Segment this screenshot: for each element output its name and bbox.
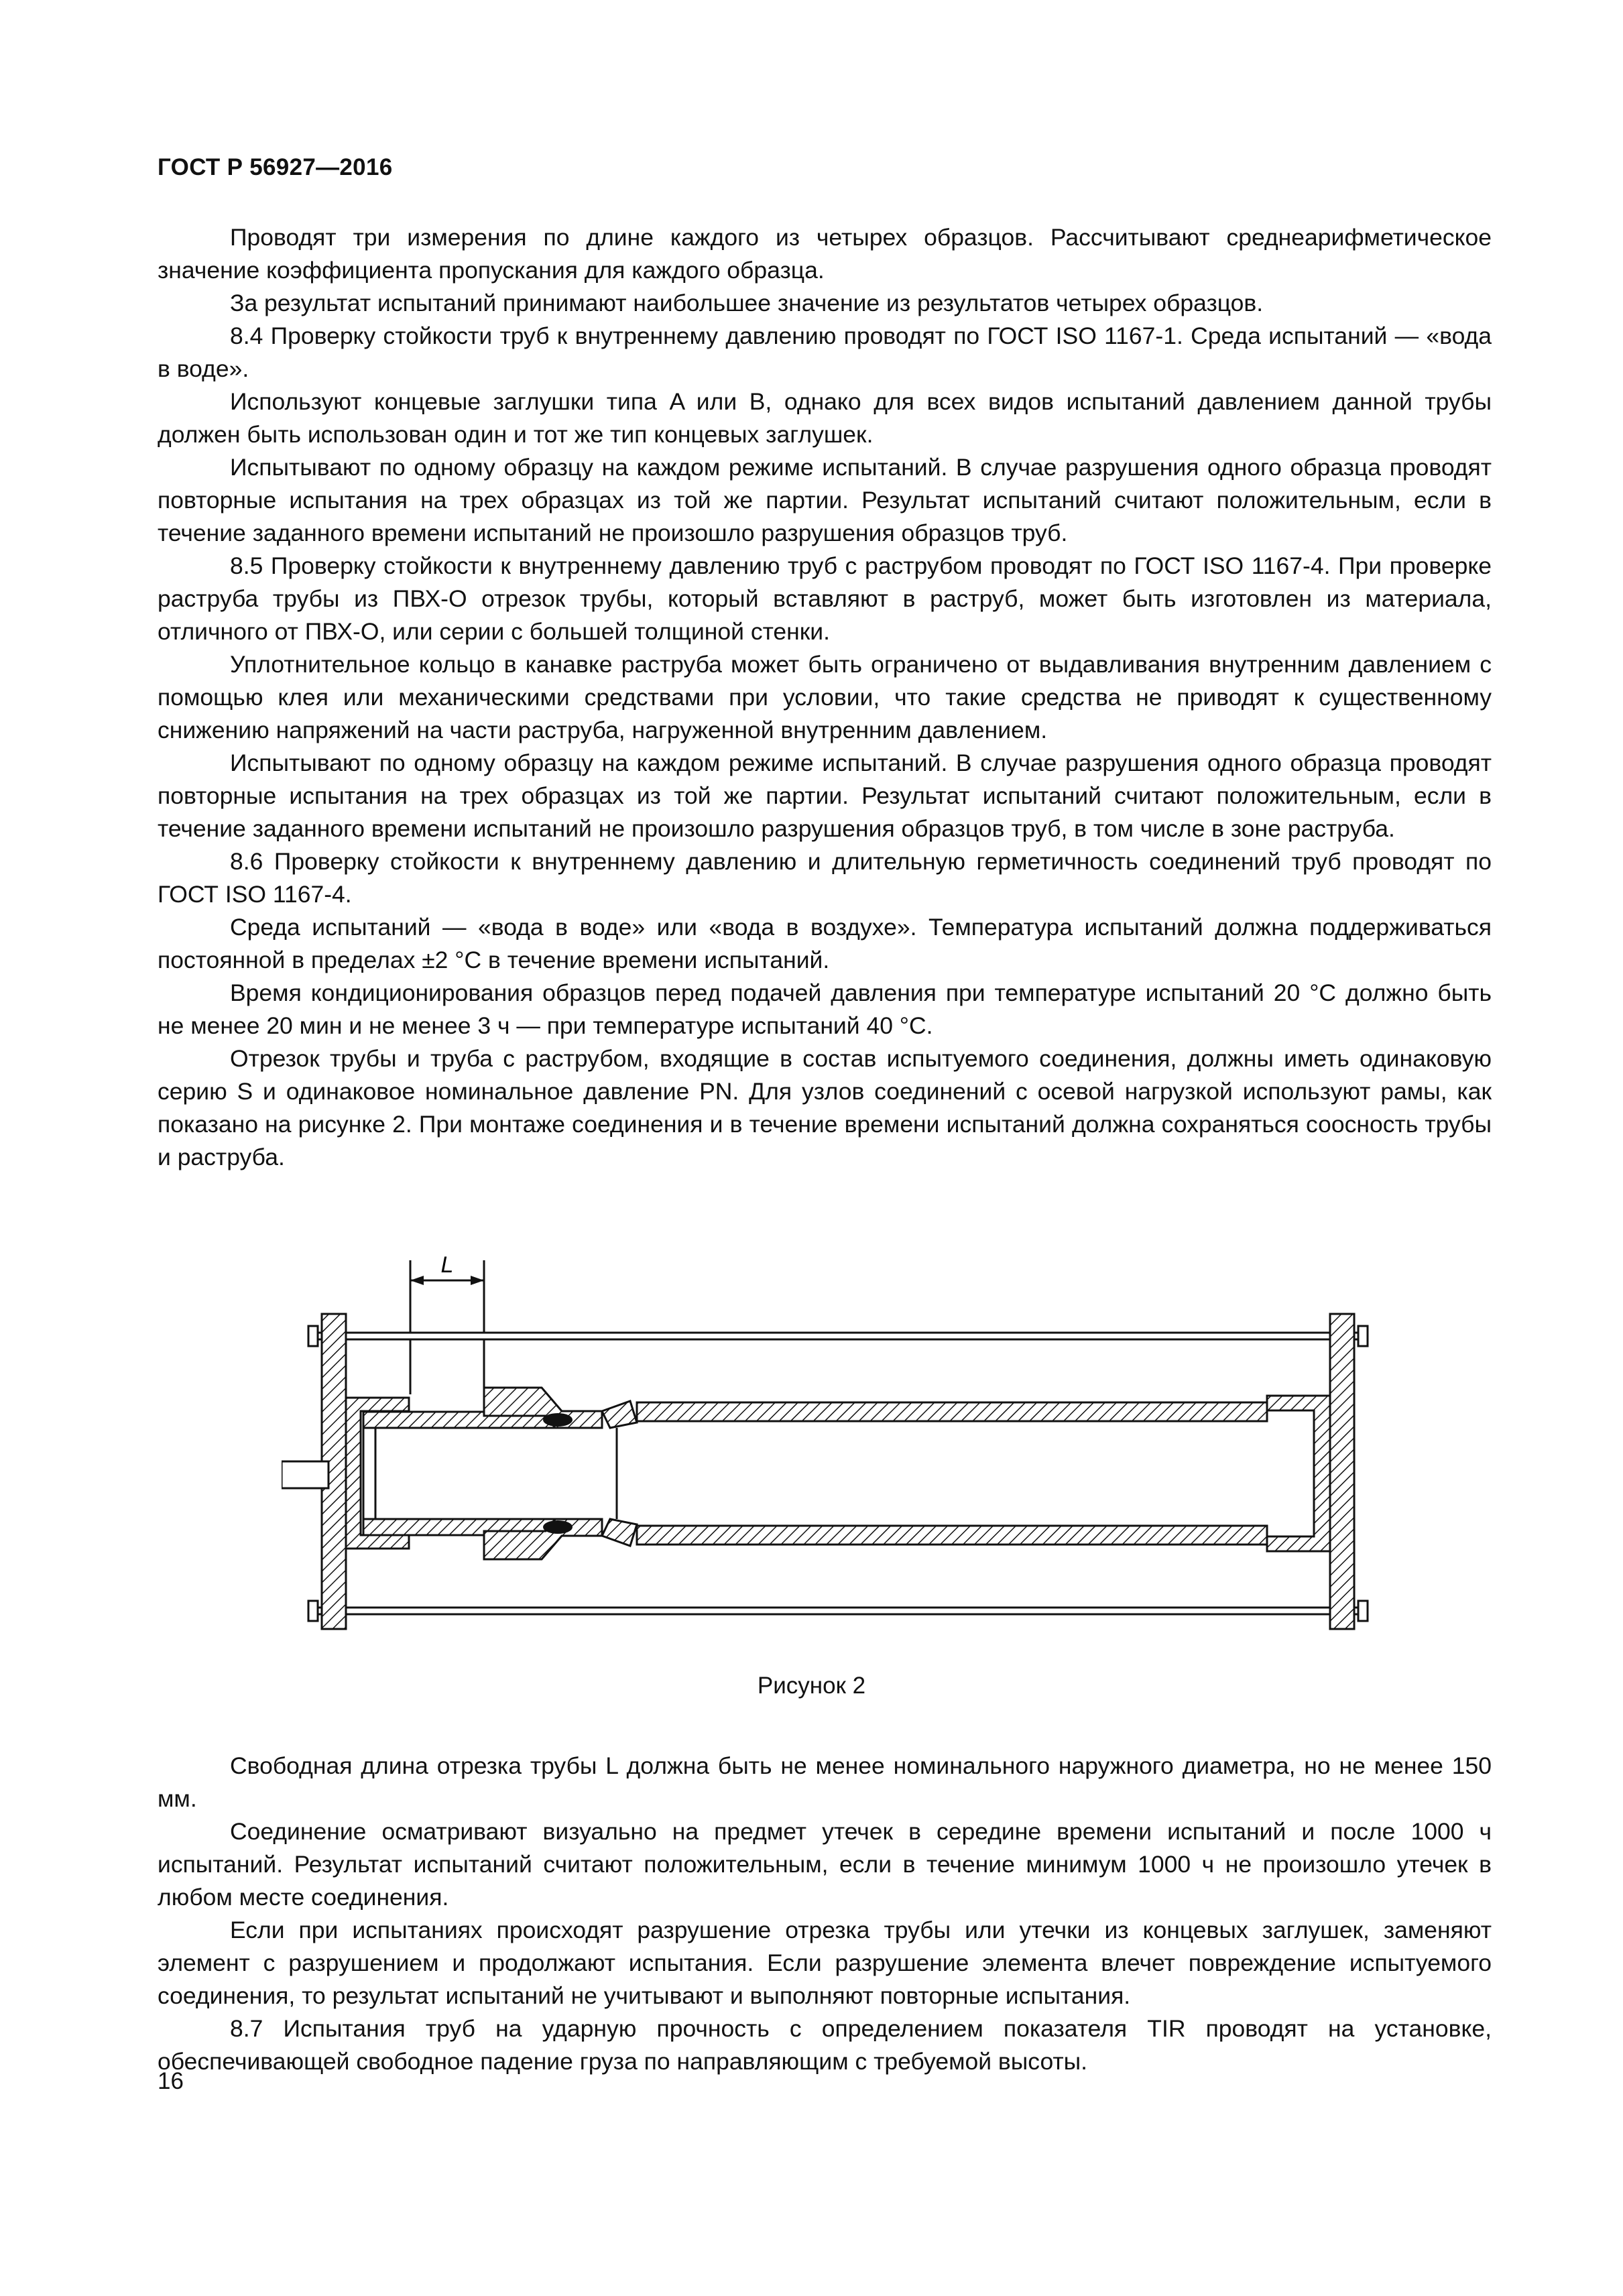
paragraph: За результат испытаний принимают наибольшее значение из результатов четырех образцов.	[230, 290, 1264, 316]
paragraph: 8.6 Проверку стойкости к внутреннему давлению и длительную герметичность соединений труб проводят по ГОСТ ISO 1167-4.	[158, 848, 1492, 908]
paragraph: 8.4 Проверку стойкости труб к внутреннему давлению проводят по ГОСТ ISO 1167-1. Среда испытаний — «вода в воде».	[158, 322, 1492, 382]
tie-rods	[308, 1326, 1368, 1621]
right-end-plate	[1330, 1314, 1354, 1629]
paragraph: Используют концевые заглушки типа A или B, однако для всех видов испытаний давлением данной трубы должен быть использован один и тот же тип концевых заглушек.	[158, 388, 1492, 448]
paragraph: Отрезок трубы и труба с раструбом, входящие в состав испытуемого соединения, должны иметь одинаковую серию S и одинаковое номинальное давление PN. Для узлов соединений с осевой нагрузкой используют рамы, как показано на рисунке 2. При монтаже соединения и в течение времени испытаний должна сохраняться соосность трубы и раструба.	[158, 1045, 1492, 1170]
paragraph: Если при испытаниях происходят разрушение отрезка трубы или утечки из концевых заглушек, заменяют элемент с разрушением и продолжают испытания. Если разрушение элемента влечет повреждение испытуемого соединения, то результат испытаний не учитывают и выполняют повторные испытания.	[158, 1917, 1492, 2009]
paragraph: Проводят три измерения по длине каждого из четырех образцов. Рассчитывают среднеарифметическое значение коэффициента пропускания для каждого образца.	[158, 224, 1492, 284]
inlet-nipple	[282, 1461, 328, 1488]
main-pipe	[637, 1402, 1267, 1545]
body-text-top	[158, 221, 1492, 1174]
right-end-cap	[1267, 1396, 1330, 1551]
paragraph: Время кондиционирования образцов перед подачей давления при температуре испытаний 20 °С должно быть не менее 20 мин и не менее 3 ч — при температуре испытаний 40 °С.	[158, 979, 1492, 1039]
document-header: ГОСТ Р 56927—2016	[158, 154, 393, 180]
dimension-l	[410, 1252, 484, 1394]
socket-bell	[484, 1388, 637, 1559]
figure-2-test-frame-diagram	[282, 1247, 1394, 1642]
paragraph: Испытывают по одному образцу на каждом режиме испытаний. В случае разрушения одного образца проводят повторные испытания на трех образцах из той же партии. Результат испытаний считают положительным, если в течение заданного времени испытаний не произошло разрушения образцов труб, в том числе в зоне раструба.	[158, 749, 1492, 842]
figure-caption: Рисунок 2	[757, 1673, 866, 1699]
dimension-label: L	[440, 1252, 454, 1278]
paragraph: Соединение осматривают визуально на предмет утечек в середине времени испытаний и после 1000 ч испытаний. Результат испытаний считают положительным, если в течение минимум 1000 ч не произошло утечек в любом месте соединения.	[158, 1818, 1492, 1911]
pipe-segment	[363, 1412, 602, 1535]
page-number: 16	[158, 2068, 184, 2094]
paragraph: Свободная длина отрезка трубы L должна быть не менее номинального наружного диаметра, но не менее 150 мм.	[158, 1752, 1492, 1812]
paragraph: Испытывают по одному образцу на каждом режиме испытаний. В случае разрушения одного образца проводят повторные испытания на трех образцах из той же партии. Результат испытаний считают положительным, если в течение заданного времени испытаний не произошло разрушения образцов труб.	[158, 454, 1492, 546]
paragraph: Уплотнительное кольцо в канавке раструба может быть ограничено от выдавливания внутренним давлением с помощью клея или механическими средствами при условии, что такие средства не приводят к существенному снижению напряжений на части раструба, нагруженной внутренним давлением.	[158, 651, 1492, 743]
paragraph: 8.5 Проверку стойкости к внутреннему давлению труб с раструбом проводят по ГОСТ ISO 1167-4. При проверке раструба трубы из ПВХ-О отрезок трубы, который вставляют в раструб, может быть изготовлен из материала, отличного от ПВХ-О, или серии с большей толщиной стенки.	[158, 552, 1492, 645]
paragraph: 8.7 Испытания труб на ударную прочность с определением показателя TIR проводят на установке, обеспечивающей свободное падение груза по направляющим с требуемой высоты.	[158, 2015, 1492, 2075]
body-text-bottom	[158, 1750, 1492, 2078]
paragraph: Среда испытаний — «вода в воде» или «вода в воздухе». Температура испытаний должна поддерживаться постоянной в пределах ±2 °С в течение времени испытаний.	[158, 914, 1492, 973]
